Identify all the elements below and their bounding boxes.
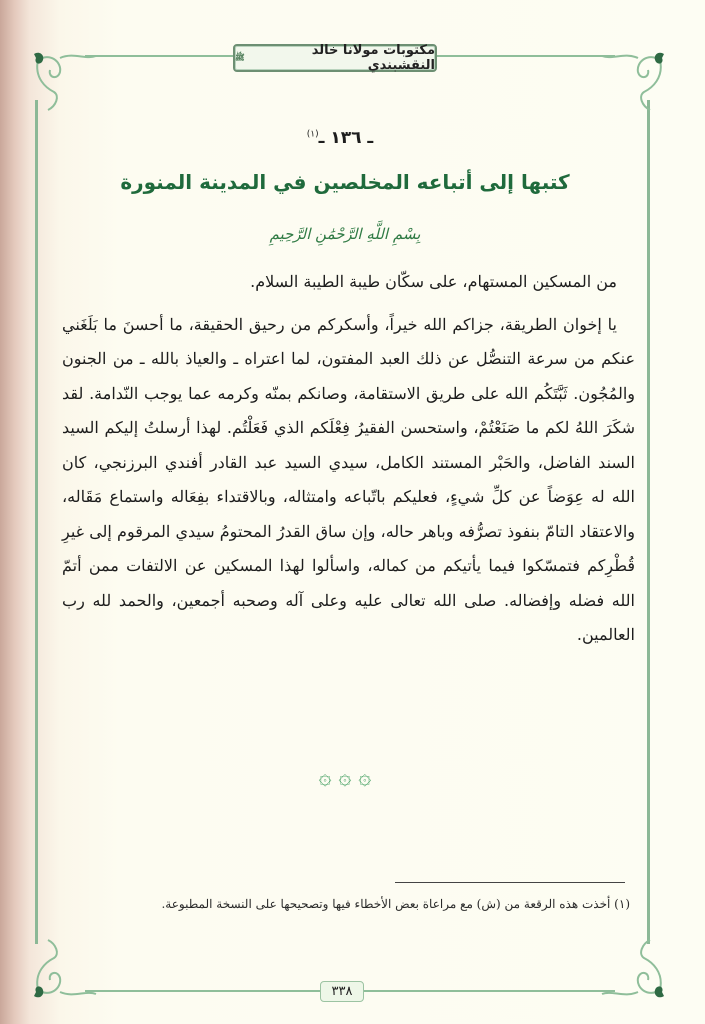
letter-body [62, 265, 635, 653]
footnote-marker: (١) [306, 129, 319, 140]
honorific-icon: ﷺ [235, 53, 245, 62]
letter-title: كتبها إلى أتباعه المخلصين في المدينة المنورة [120, 170, 570, 194]
letter-number [0, 128, 680, 148]
section-end-ornaments-icon: ۞ ۞ ۞ [318, 765, 372, 790]
basmala: بِسْمِ اللَّهِ الرَّحْمَٰنِ الرَّحِيمِ [269, 225, 421, 243]
opening-line: من المسكين المستهام، على سكّان طيبة الطيبة السلام. [250, 272, 617, 291]
footnote: (١) أخذت هذه الرقعة من (ش) مع مراعاة بعض الأخطاء فيها وتصحيحها على النسخة المطبوعة. [161, 897, 630, 911]
book-title: مكتوبات مولانا خالد النقشبندي [311, 43, 435, 73]
running-header [233, 44, 437, 72]
corner-ornament-icon [30, 932, 100, 1002]
page-number: ٣٣٨ [320, 981, 364, 1002]
footnote-divider [395, 882, 625, 883]
corner-ornament-icon [30, 48, 100, 118]
body-paragraph: يا إخوان الطريقة، جزاكم الله خيراً، وأسكركم من رحيق الحقيقة، ما أحسنَ ما بَلَغَني عنكم من سرعة التنصُّل عن ذلك العبد المفتون، لما اعتراه ـ والعياذ بالله ـ من الجنون والمُجُون. ثَبَّتَكُم الله على طريق الاستقامة، وصانكم بمنّه وكرمه عما يوجب النّدامة. لقد شكَرَ اللهُ لكم ما صَنَعْتُمْ، واستحسن الفقيرُ فِعْلَكم الذي فَعَلْتُم. لهذا أرسلتُ إليكم السيد السند الفاضل، والحَبْر المستند الكامل، سيدي السيد عبد القادر أفندي البرزنجي، كان الله له عِوَضاً عن كلِّ شيءٍ، فعليكم باتّباعه وامتثاله، وبالاقتداء بفِعَاله واستماع مَقَاله، والاعتقاد التامّ بنفوذ تصرُّفه وباهر حاله، وإن ساق القدرُ المحتومُ سيدي المرقوم إلى غيرِ قُطْرِكم فتمسّكوا فيما يأتيكم من كماله، واسألوا لهذا المسكين عن الالتفات ممن أتمّ الله فضله وإفضاله. صلى الله تعالى عليه وعلى آله وصحبه أجمعين، والحمد لله رب العالمين. [62, 314, 635, 644]
corner-ornament-icon [598, 932, 668, 1002]
letter-number-text: ـ ١٣٦ ـ [318, 128, 374, 148]
corner-ornament-icon [598, 48, 668, 118]
